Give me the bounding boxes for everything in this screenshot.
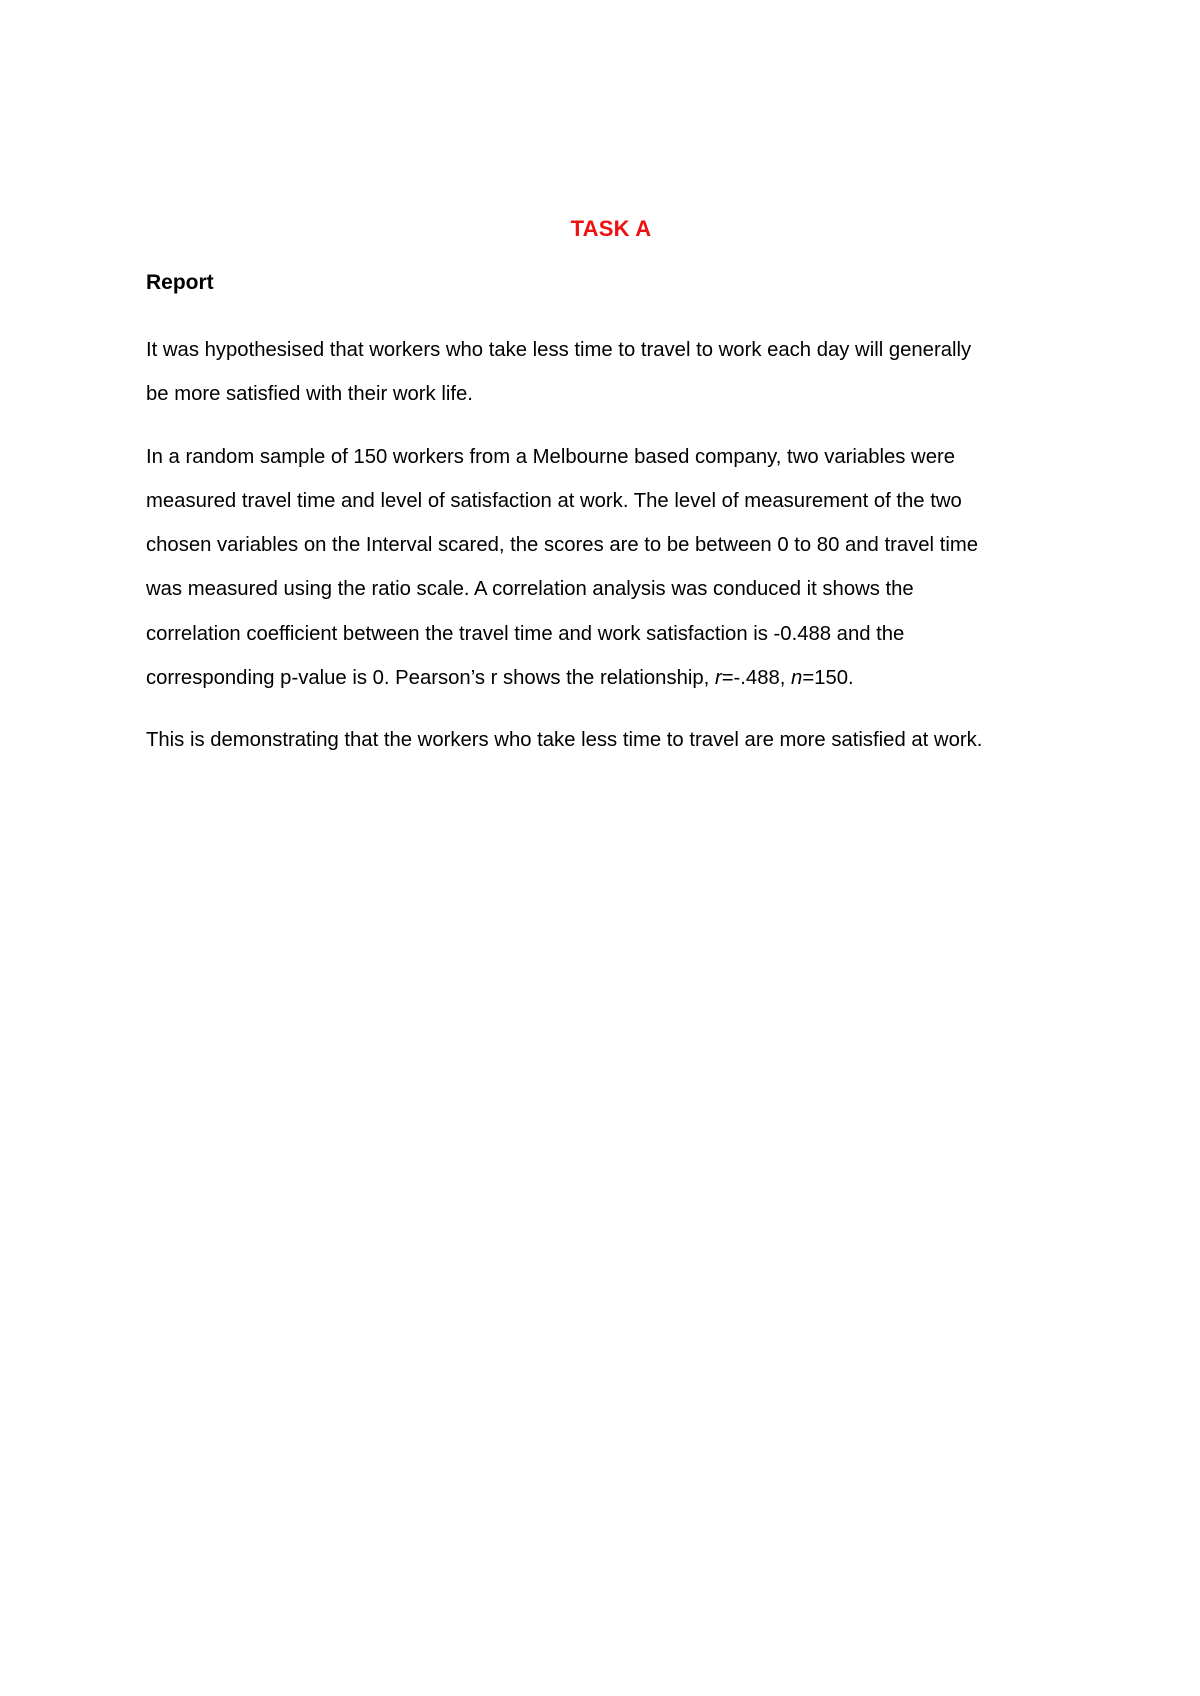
- task-title: TASK A: [570, 216, 652, 241]
- r-symbol: r: [714, 667, 722, 690]
- n-value: =150.: [802, 667, 854, 690]
- paragraph-line: measured travel time and level of satisfaction at work. The level of measurement of the two: [146, 489, 962, 512]
- paragraph-line: be more satisfied with their work life.: [146, 383, 473, 406]
- method-paragraph: [146, 435, 1076, 701]
- paragraph-line: In a random sample of 150 workers from a Melbourne based company, two variables were: [146, 445, 956, 468]
- hypothesis-paragraph: [146, 328, 1076, 417]
- paragraph-line: chosen variables on the Interval scared, the scores are to be between 0 to 80 and travel time: [146, 534, 979, 557]
- report-heading: Report: [146, 271, 214, 294]
- document-body: [146, 214, 1076, 781]
- r-value: =-.488,: [721, 667, 792, 690]
- paragraph-line: was measured using the ratio scale. A correlation analysis was conduced it shows the: [146, 578, 914, 601]
- paragraph-line: correlation coefficient between the travel time and work satisfaction is -0.488 and the: [146, 622, 905, 645]
- paragraph-line: It was hypothesised that workers who take less time to travel to work each day will generally: [146, 339, 972, 361]
- paragraph-line-statistics: [146, 656, 1076, 700]
- conclusion-paragraph: [146, 718, 1076, 762]
- paragraph-line: This is demonstrating that the workers who take less time to travel are more satisfied at work.: [146, 729, 983, 752]
- statistics-prefix: corresponding p-value is 0. Pearson’s r shows the relationship,: [146, 667, 715, 690]
- n-symbol: n: [791, 667, 803, 690]
